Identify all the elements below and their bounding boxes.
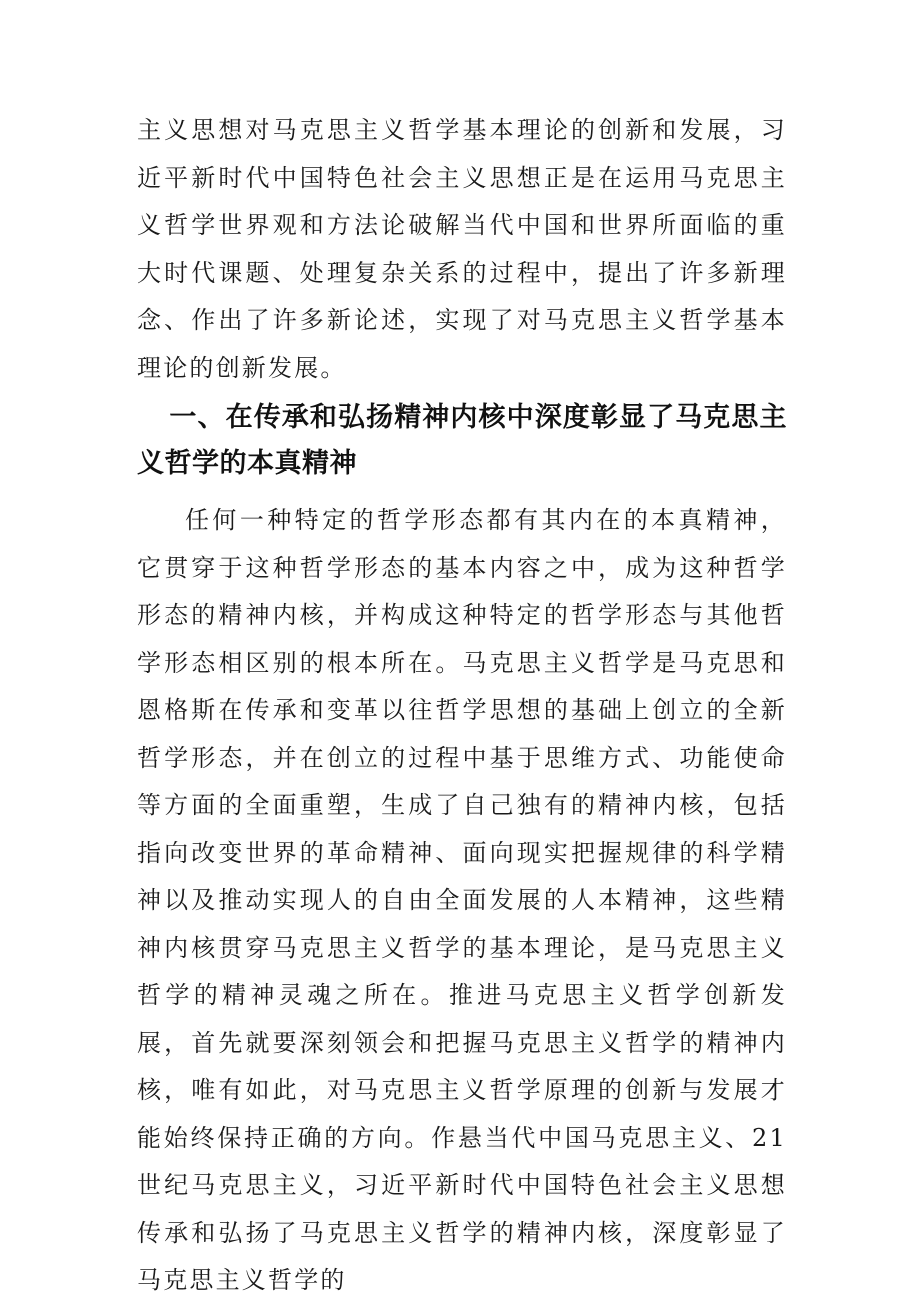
body-paragraph: 任何一种特定的哲学形态都有其内在的本真精神，它贯穿于这种哲学形态的基本内容之中，成为这种哲学形态的精神内核，并构成这种特定的哲学形态与其他哲学形态相区别的根本所在。马克思主义哲学是马克思和恩格斯在传承和变革以往哲学思想的基础上创立的全新哲学形态，并在创立的过程中基于思维方式、功能使命等方面的全面重塑，生成了自己独有的精神内核，包括指向改变世界的革命精神、面向现实把握规律的科学精神以及推动实现人的自由全面发展的人本精神，这些精神内核贯穿马克思主义哲学的基本理论，是马克思主义哲学的精神灵魂之所在。推进马克思主义哲学创新发展，首先就要深刻领会和把握马克思主义哲学的精神内核，唯有如此，对马克思主义哲学原理的创新与发展才能始终保持正确的方向。作悬当代中国马克思主义、21世纪马克思主义，习近平新时代中国特色社会主义思想传承和弘扬了马克思主义哲学的精神内核，深度彰显了马克思主义哲学的 xyxy=(137,506,787,1294)
section-heading: 一、在传承和弘扬精神内核中深度彰显了马克思主义哲学的本真精神 xyxy=(137,402,787,479)
body-paragraph-continued: 主义思想对马克思主义哲学基本理论的创新和发展，习近平新时代中国特色社会主义思想正是在运用马克思主义哲学世界观和方法论破解当代中国和世界所面临的重大时代课题、处理复杂关系的过程中，提出了许多新理念、作出了许多新论述，实现了对马克思主义哲学基本理论的创新发展。 xyxy=(137,116,787,382)
document-body xyxy=(137,107,787,1305)
